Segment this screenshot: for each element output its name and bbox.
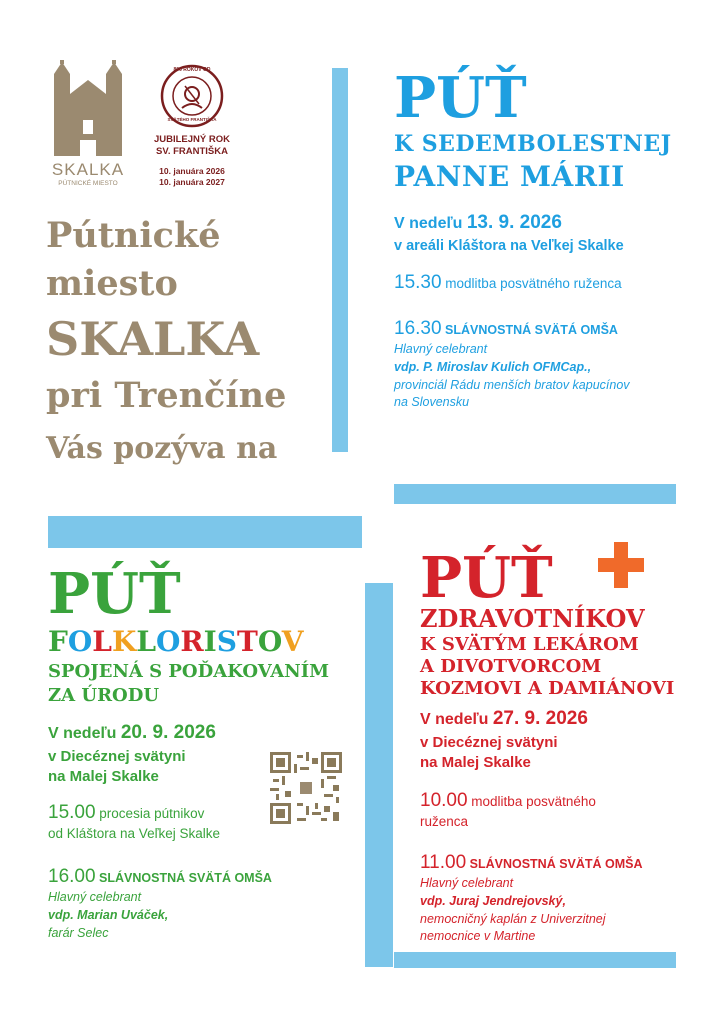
event2-subtitle3: ZA ÚRODU [48,685,160,706]
event2-item1-time: 15.00 [48,802,96,823]
event2-date-line [48,722,216,744]
church-icon [48,60,128,160]
event1-date-line [394,212,562,234]
event2-subtitle2: SPOJENÁ S POĎAKOVANÍM [48,661,330,682]
event2-letter-9: S [216,625,238,658]
medical-cross-icon [598,542,644,588]
event3-subtitle3: A DIVOTVORCOM [420,656,602,677]
event2-letter-8: I [203,625,217,658]
logo-name: SKALKA [51,160,125,179]
event3-celebrant-name: vdp. Juraj Jendrejovský, [420,894,566,908]
event3-place2: na Malej Skalke [420,754,531,771]
event2-celebrant-name-text: vdp. Marian Uváček [48,908,165,922]
event2-item1 [48,802,204,824]
event2-item2 [48,866,272,888]
event2-letter-2: O [67,625,93,658]
event1-celebrant-label: Hlavný celebrant [394,342,488,356]
event2-place1: v Diecéznej svätyni [48,748,186,765]
jubilee-date2: 10. januára 2027 [159,177,225,187]
event1-title: PÚŤ [394,65,527,131]
event3-item1-text2: ruženca [420,814,469,829]
event1-subtitle2: PANNE MÁRII [394,160,625,193]
event3-item2-time: 11.00 [420,852,467,873]
event1-celebrant-desc2: na Slovensku [394,395,470,409]
event2-item2-time: 16.00 [48,866,96,887]
event2-celebrant-name: vdp. Marian Uváček, [48,908,169,922]
divider-bar-middle-left [48,516,362,548]
event3-item2 [420,852,643,874]
event3-title: PÚŤ [420,545,553,611]
event3-celebrant-label: Hlavný celebrant [420,876,514,890]
event1-item1-text: modlitba posvätného ruženca [441,276,622,291]
jubilee-line1: JUBILEJNÝ ROK [153,134,230,145]
event2-title: PÚŤ [48,561,181,627]
event2-date: 20. 9. 2026 [120,722,216,743]
event2-letter-5: L [136,625,156,658]
seal-ring-bottom: SVÄTÉHO FRANTIŠKA [167,117,217,122]
logo-subtitle: PÚTNICKÉ MIESTO [58,180,118,187]
event2-letter-6: O [156,625,181,658]
intro-line4: pri Trenčíne [46,375,287,416]
event2-celebrant-desc: farár Selec [48,926,109,940]
event3-celebrant-desc1: nemocničný kaplán z Univerzitnej [420,912,606,926]
intro-line1: Pútnické [46,215,221,256]
event1-item2 [394,318,618,340]
event1-item2-text: SLÁVNOSTNÁ SVÄTÁ OMŠA [441,323,618,337]
event2-place2: na Malej Skalke [48,768,159,785]
event3-item1 [420,790,596,812]
event3-date-line [420,708,588,730]
intro-line2: miesto [46,263,178,304]
event2-letter-1: F [48,625,68,658]
event3-date-prefix: V nedeľu [420,711,493,728]
event3-item1-time: 10.00 [420,790,468,811]
event1-date-prefix: V nedeľu [394,215,467,232]
event2-subtitle-folkloristov [48,626,304,658]
jubilee-line2: SV. FRANTIŠKA [156,146,228,157]
event3-item2-text: SLÁVNOSTNÁ SVÄTÁ OMŠA [466,857,643,871]
jubilee-seal [160,64,224,128]
event2-letter-3: L [92,625,112,658]
event2-letter-7: R [180,625,204,658]
event2-letter-4: K [111,625,137,658]
event1-celebrant-desc1: provinciál Rádu menších bratov kapucínov [394,378,630,392]
qr-code-icon [270,752,342,824]
seal-ring-top: 800 ROKOV OD [173,67,211,73]
event1-item1-time: 15.30 [394,272,442,293]
event1-item1 [394,272,622,294]
event3-subtitle2: K SVÄTÝM LEKÁROM [420,634,639,655]
event2-letter-11: O [257,625,282,658]
event2-date-prefix: V nedeľu [48,725,121,742]
qr-code[interactable] [270,752,342,824]
divider-bar-bottom-vertical [365,583,393,967]
event3-place1: v Diecéznej svätyni [420,734,558,751]
intro-line5: Vás pozýva na [46,431,278,466]
jubilee-text [140,134,244,188]
event2-celebrant-label: Hlavný celebrant [48,890,142,904]
event2-item2-text: SLÁVNOSTNÁ SVÄTÁ OMŠA [95,871,272,885]
event2-item1-text: procesia pútnikov [95,806,205,821]
event2-item1-text2: od Kláštora na Veľkej Skalke [48,826,221,841]
event2-letter-12: V [281,625,304,658]
event2-letter-10: T [237,625,258,658]
event1-celebrant-name-text: vdp. P. Miroslav Kulich OFMCap. [394,360,588,374]
event1-date: 13. 9. 2026 [466,212,562,233]
event3-celebrant-desc2: nemocnice v Martine [420,929,536,943]
event1-subtitle1: K SEDEMBOLESTNEJ [394,131,672,157]
jubilee-date1: 10. januára 2026 [159,166,225,176]
divider-bar-middle-right [394,484,676,504]
event3-date: 27. 9. 2026 [492,708,588,729]
divider-bar-bottom-right [394,952,676,968]
event3-item1-text: modlitba posvätného [467,794,596,809]
intro-block [46,212,336,476]
skalka-logo [48,60,128,192]
event3-subtitle1: ZDRAVOTNÍKOV [420,604,645,633]
intro-line3: SKALKA [46,312,260,366]
event3-celebrant-name-text: vdp. Juraj Jendrejovský [420,894,563,908]
event1-celebrant-name: vdp. P. Miroslav Kulich OFMCap., [394,360,592,374]
event1-item2-time: 16.30 [394,318,442,339]
event3-subtitle4: KOZMOVI A DAMIÁNOVI [420,678,675,699]
event1-place: v areáli Kláštora na Veľkej Skalke [394,238,624,254]
